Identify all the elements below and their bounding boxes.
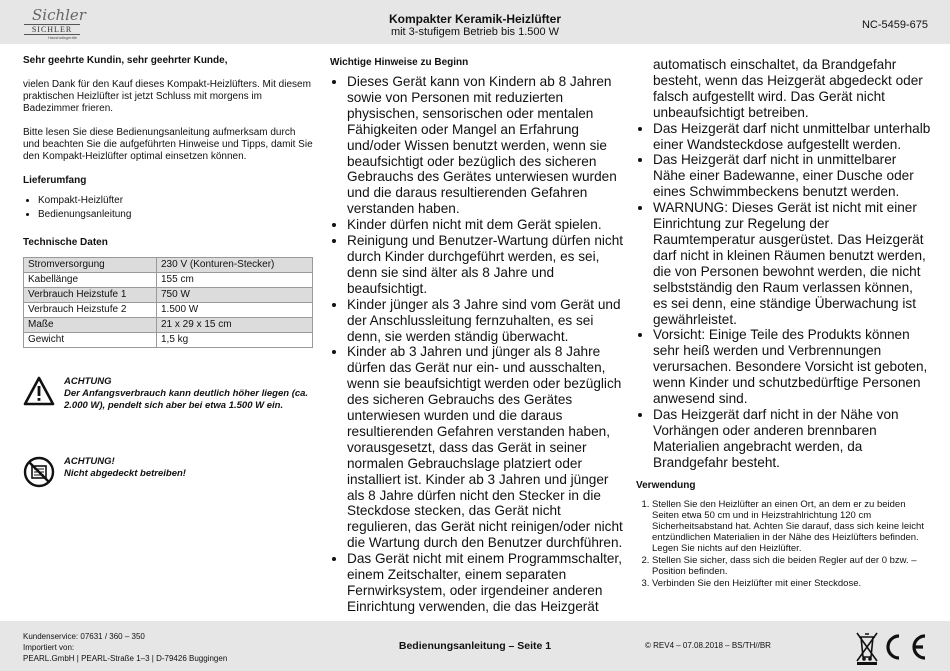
specs-table — [23, 257, 313, 348]
safety-item: • Kinder ab 3 Jahren und jünger als 8 Jahre dürfen das Gerät nur ein- und ausschalten, wenn sie beaufsichtigt werden oder bezüglich des sicheren Gebrauchs des Gerätes unterwiesen wurden und die daraus resultierenden Gefahren verstanden haben, vorausgesetzt, dass das Gerät in seiner normalen Gebrauchslage platziert oder installiert ist. Kinder ab 3 Jahren und jünger als 8 Jahre dürfen nicht den Stecker in die Steckdose stecken, das Gerät nicht regulieren, das Gerät nicht reinigen/oder nicht die Wartung durch den Benutzer durchführen. — [347, 344, 624, 551]
scope-item: • Bedienungsanleitung — [38, 209, 313, 221]
spec-value: 230 V (Konturen-Stecker) — [157, 258, 313, 273]
compliance-icons — [855, 629, 930, 670]
safety-item: • Das Gerät nicht mit einem Programmschalter, einem Zeitschalter, einem separaten Fernwirksystem, oder irgendeiner anderen Einrichtung verwenden, die das Heizgerät — [347, 551, 624, 615]
spec-value: 155 cm — [157, 273, 313, 288]
safety-item: • Reinigung und Benutzer-Wartung dürfen nicht durch Kinder durchgeführt werden, es sei, denn sie sind älter als 8 Jahre und beaufsichtigt. — [347, 233, 624, 297]
right-column — [636, 57, 931, 590]
importer-label: Importiert von: — [23, 643, 75, 652]
header-bar — [0, 0, 950, 44]
brand-script: Sichler — [32, 6, 86, 24]
table-row — [24, 303, 313, 318]
table-row — [24, 288, 313, 303]
left-column — [23, 55, 313, 348]
safety-heading: Wichtige Hinweise zu Beginn — [330, 57, 469, 68]
spec-label: Verbrauch Heizstufe 1 — [24, 288, 157, 303]
instructions-paragraph: Bitte lesen Sie diese Bedienungsanleitung aufmerksam durch und beachten Sie die aufgeführten Hinweise und Tipps, damit Sie den Kompakt-Heizlüfter optimal einsetzen können. — [23, 127, 313, 162]
safety-list-continued — [636, 121, 931, 471]
footer-bar — [0, 621, 950, 671]
safety-continuation: automatisch einschaltet, da Brandgefahr besteht, wenn das Heizgerät abgedeckt oder falsch aufgestellt wird. Das Gerät nicht unbeaufsichtigt betreiben. — [653, 57, 923, 120]
usage-step: 1. Stellen Sie den Heizlüfter an einen Ort, an dem er zu beiden Seiten etwa 50 cm und in Heizstrahlrichtung 120 cm Sicherheitsabstand hat. Achten Sie darauf, dass sich keine leicht entzündlichen Materialien in der Nähe des Heizlüfters befinden. Legen Sie nichts auf den Heizlüfter. — [652, 499, 931, 554]
product-code: NC-5459-675 — [861, 19, 928, 31]
spec-label: Kabellänge — [24, 273, 157, 288]
document-subtitle: mit 3-stufigem Betrieb bis 1.500 W — [390, 26, 560, 38]
middle-column — [330, 57, 624, 615]
usage-step: 2. Stellen Sie sicher, dass sich die beiden Regler auf der 0 bzw. – Position befinden. — [652, 555, 931, 577]
spec-label: Maße — [24, 318, 157, 333]
safety-item: • Das Heizgerät darf nicht in der Nähe von Vorhängen oder anderen brennbaren Materialien angebracht werden, da Brandgefahr besteht. — [653, 407, 931, 471]
safety-item: • WARNUNG: Dieses Gerät ist nicht mit einer Einrichtung zur Regelung der Raumtemperatur ausgerüstet. Das Heizgerät darf nicht in kleinen Räumen benutzt werden, die von Personen bewohnt werden, die nicht selbstständig den Raum verlassen können, es sei denn, eine ständige Überwachung ist gewährleistet. — [653, 200, 931, 327]
safety-list — [330, 74, 624, 615]
usage-steps — [636, 499, 931, 589]
safety-item: • Kinder dürfen nicht mit dem Gerät spielen. — [347, 217, 624, 233]
warning-title: ACHTUNG — [64, 376, 112, 387]
scope-list — [23, 195, 313, 221]
scope-heading: Lieferumfang — [23, 175, 87, 186]
safety-item: • Das Heizgerät darf nicht unmittelbar unterhalb einer Wandsteckdose aufgestellt werden. — [653, 121, 931, 153]
safety-item: • Dieses Gerät kann von Kindern ab 8 Jahren sowie von Personen mit reduzierten physischen, sensorischen oder mentalen Fähigkeiten oder Mangel an Erfahrung und/oder Wissen benutzt werden, wenn sie beaufsichtigt oder bezüglich des sicheren Gebrauchs des Gerätes unterwiesen wurden und die daraus resultierenden Gefahren verstanden haben. — [347, 74, 624, 217]
spec-value: 21 x 29 x 15 cm — [157, 318, 313, 333]
warning-triangle-icon — [23, 376, 55, 406]
safety-item: • Kinder jünger als 3 Jahre sind vom Gerät und der Anschlussleitung fernzuhalten, es sei denn, sie werden ständig überwacht. — [347, 297, 624, 345]
warning-text-block — [64, 376, 310, 412]
safety-item: • Vorsicht: Einige Teile des Produkts können sehr heiß werden und Verbrennungen verursachen. Besondere Vorsicht ist geboten, wenn Kinder und schutzbedürftige Personen anwesend sind. — [653, 327, 931, 407]
spec-value: 1.500 W — [157, 303, 313, 318]
importer-address: PEARL.GmbH | PEARL-Straße 1–3 | D-79426 Buggingen — [23, 654, 228, 663]
greeting: Sehr geehrte Kundin, sehr geehrter Kunde, — [23, 55, 228, 66]
spec-label: Gewicht — [24, 333, 157, 348]
table-row — [24, 333, 313, 348]
safety-item: • Das Heizgerät darf nicht in unmittelbarer Nähe einer Badewanne, einer Dusche oder eines Schwimmbeckens benutzt werden. — [653, 152, 931, 200]
do-not-cover-icon — [23, 456, 55, 488]
spec-value: 1,5 kg — [157, 333, 313, 348]
intro-paragraph: vielen Dank für den Kauf dieses Kompakt-Heizlüfters. Mit diesem praktischen Heizlüfter ist jetzt Schluss mit morgens im Badezimmer frieren. — [23, 79, 311, 114]
table-row — [24, 258, 313, 273]
weee-bin-icon — [855, 629, 930, 665]
warning-text: Nicht abgedeckt betreiben! — [64, 468, 186, 479]
brand-tagline: Haushaltsgeräte — [48, 35, 78, 40]
page-label: Bedienungsanleitung – Seite 1 — [398, 640, 552, 652]
warning-text-block — [64, 456, 310, 480]
usage-heading: Verwendung — [636, 479, 696, 491]
scope-item: • Kompakt-Heizlüfter — [38, 195, 313, 207]
customer-service: Kundenservice: 07631 / 360 – 350 — [23, 632, 145, 641]
table-row — [24, 318, 313, 333]
table-row — [24, 273, 313, 288]
warning-text: Der Anfangsverbrauch kann deutlich höher liegen (ca. 2.000 W), pendelt sich aber bei etwa 1.500 W ein. — [64, 388, 309, 411]
warning-title: ACHTUNG! — [64, 456, 115, 467]
specs-heading: Technische Daten — [23, 237, 108, 248]
brand-wordmark: SICHLER — [24, 24, 80, 35]
document-title: Kompakter Keramik-Heizlüfter — [388, 12, 562, 26]
usage-step: 3. Verbinden Sie den Heizlüfter mit einer Steckdose. — [652, 578, 931, 589]
revision-label: © REV4 – 07.08.2018 – BS/TH//BR — [645, 641, 771, 650]
spec-value: 750 W — [157, 288, 313, 303]
spec-label: Stromversorgung — [24, 258, 157, 273]
spec-label: Verbrauch Heizstufe 2 — [24, 303, 157, 318]
